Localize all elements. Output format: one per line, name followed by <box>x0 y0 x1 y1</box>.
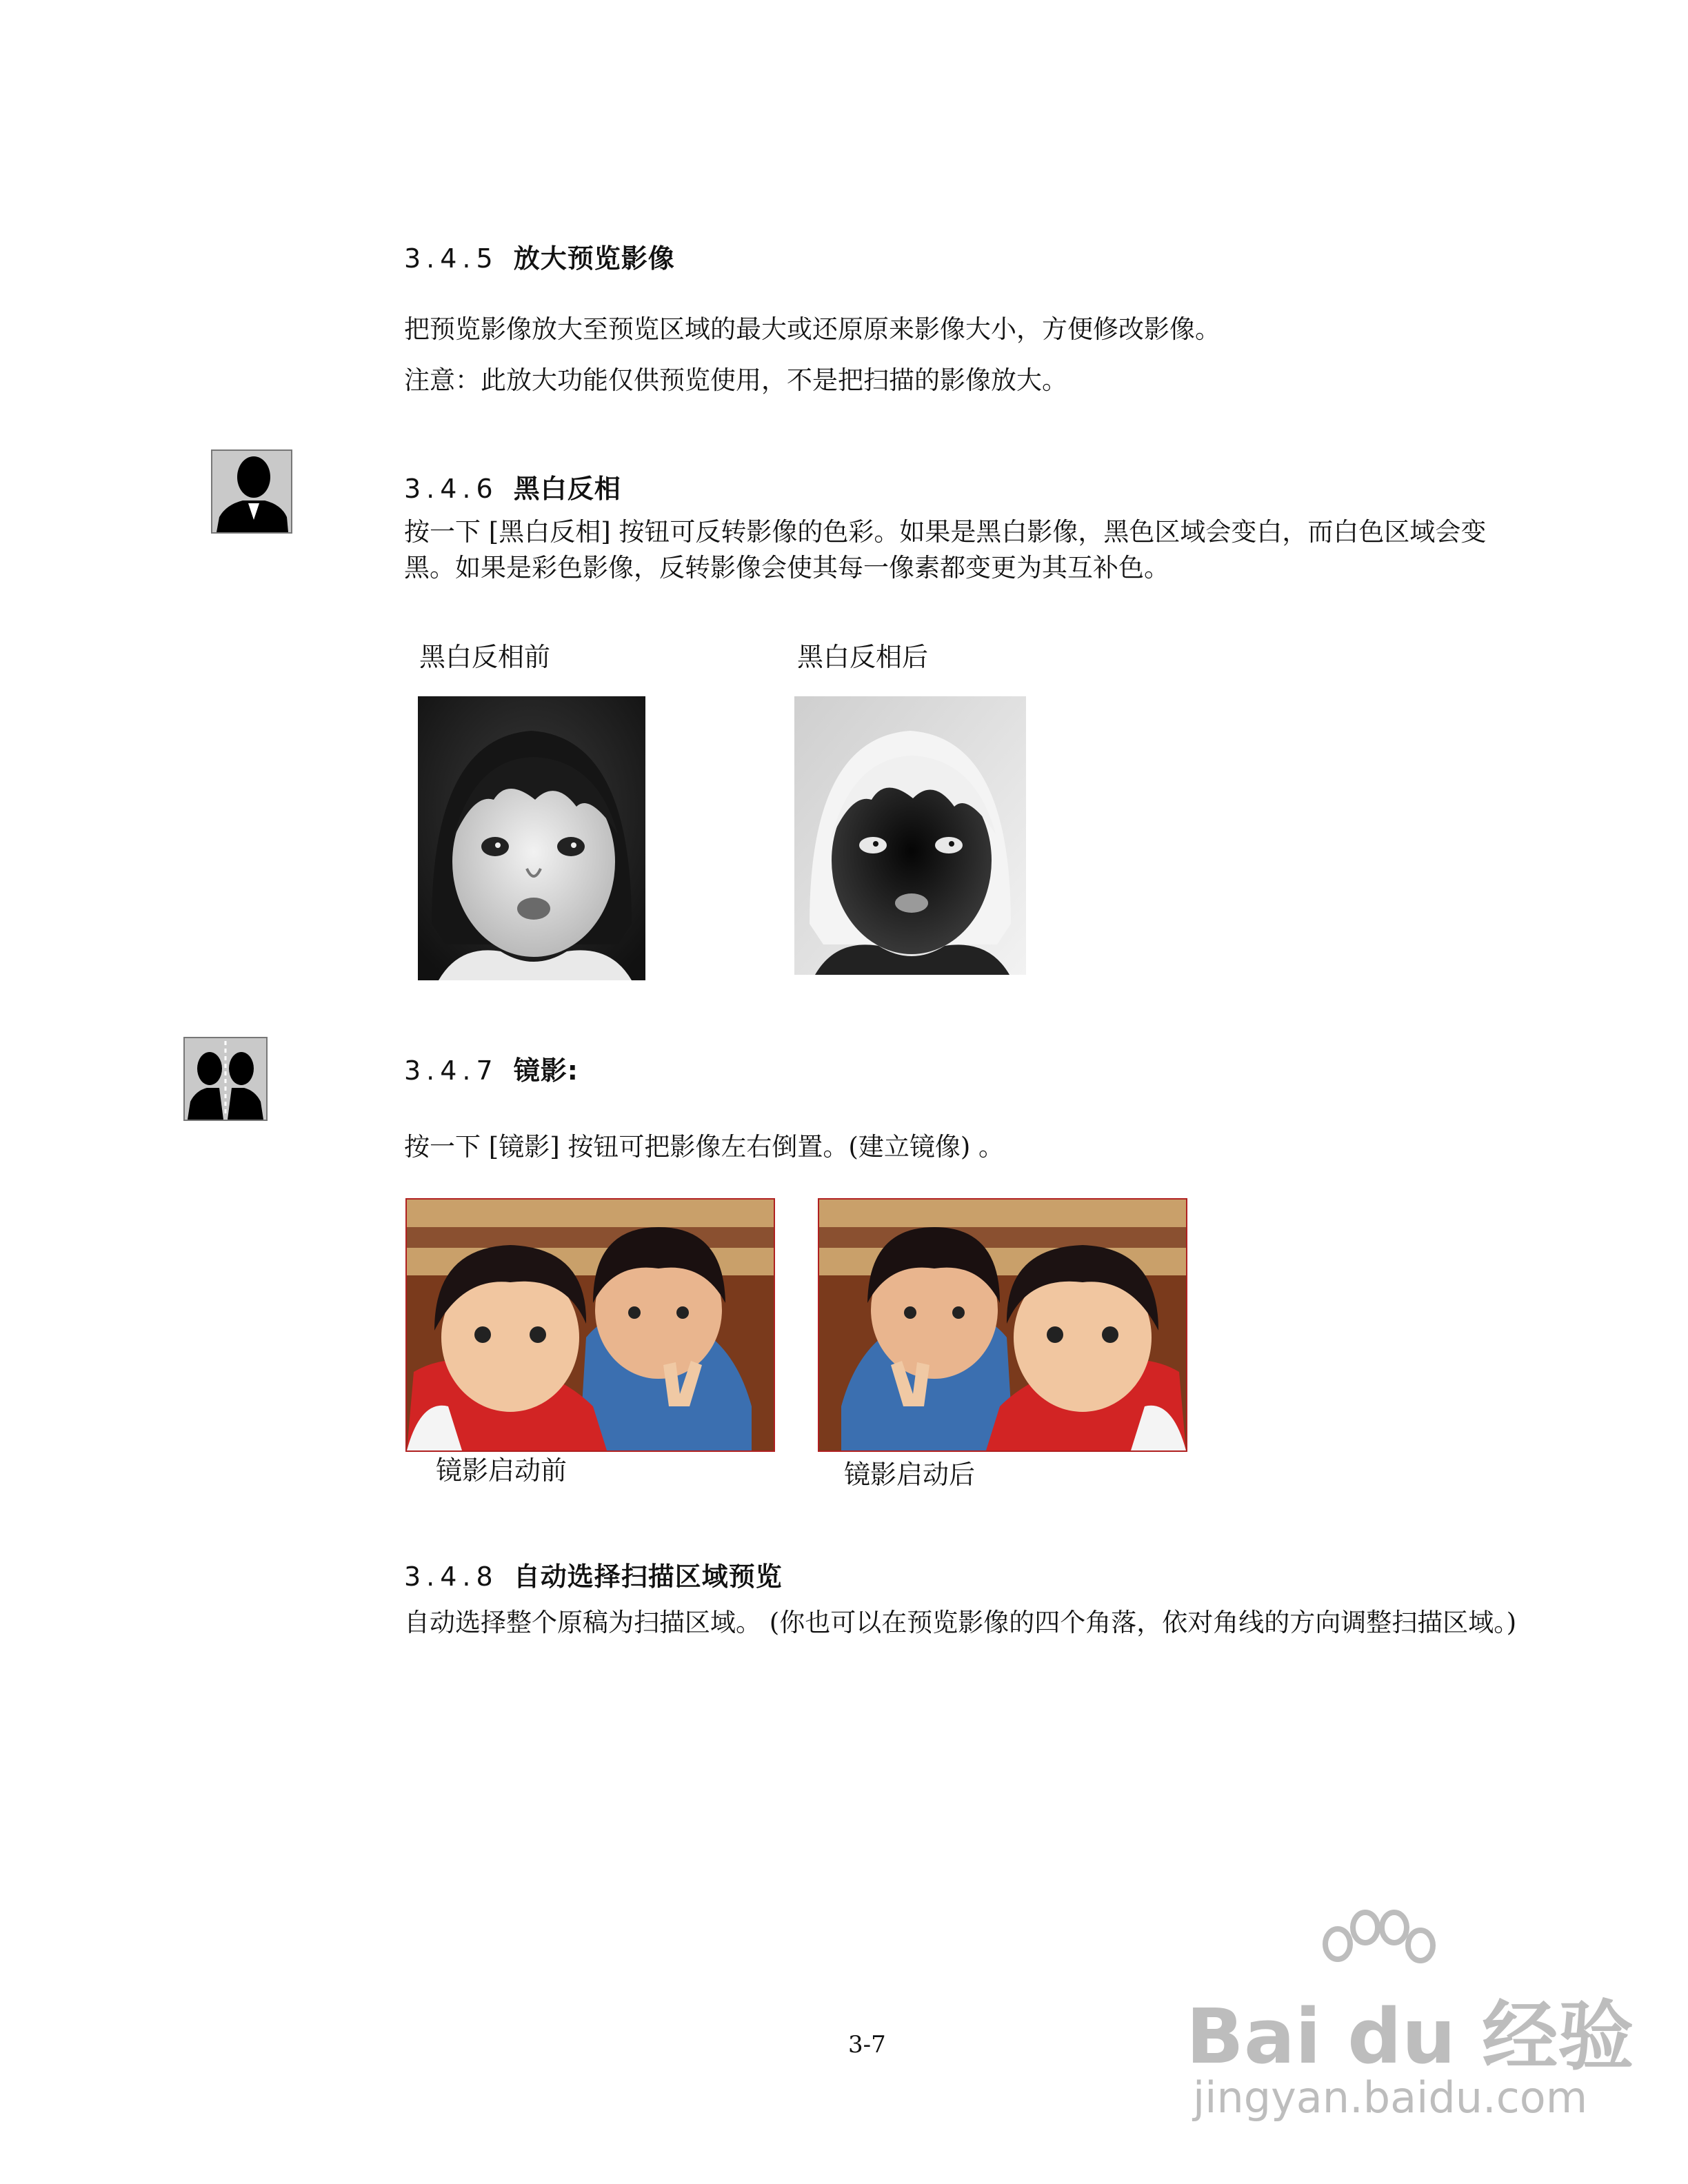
watermark-brand: Bai du 经验 <box>1186 1992 1634 2081</box>
photo-invert-after <box>794 696 1026 975</box>
paragraph-auto-select-description: 自动选择整个原稿为扫描区域。 (你也可以在预览影像的四个角落，依对角线的方向调整扫描区域。) <box>404 1608 1517 1637</box>
photo-mirror-before <box>405 1198 775 1452</box>
mirror-portrait-icon <box>185 1038 266 1120</box>
section-heading-3-4-5 <box>404 237 675 275</box>
paragraph-invert-description: 按一下 [黑白反相] 按钮可反转影像的色彩。如果是黑白影像，黑色区域会变白，而白色区域会变黑。如果是彩色影像，反转影像会使其每一像素都变更为其互补色。 <box>404 517 1487 583</box>
section-heading-3-4-6 <box>404 467 621 505</box>
caption-mirror-before: 镜影启动前 <box>436 1455 567 1486</box>
section-heading-3-4-7 <box>404 1049 579 1087</box>
section-number: 3.4.5 <box>404 243 499 274</box>
section-title: 镜影: <box>513 1055 579 1086</box>
caption-invert-before: 黑白反相前 <box>419 642 551 672</box>
negative-portrait-icon <box>212 451 291 532</box>
page-number: 3-7 <box>848 2031 886 2059</box>
section-number: 3.4.7 <box>404 1055 499 1086</box>
caption-mirror-after: 镜影启动后 <box>844 1459 976 1490</box>
section-number: 3.4.6 <box>404 474 499 504</box>
mirror-toolbar-button[interactable] <box>183 1037 268 1121</box>
photo-invert-before <box>418 696 645 980</box>
watermark <box>1186 1910 1634 2137</box>
section-number: 3.4.8 <box>404 1561 499 1592</box>
invert-toolbar-button[interactable] <box>211 449 292 534</box>
paragraph-mirror-description: 按一下 [镜影] 按钮可把影像左右倒置。(建立镜像) 。 <box>404 1132 1005 1162</box>
paragraph-zoom-note: 注意：此放大功能仅供预览使用，不是把扫描的影像放大。 <box>404 365 1067 395</box>
section-title: 黑白反相 <box>513 474 621 504</box>
paragraph-zoom-description: 把预览影像放大至预览区域的最大或还原原来影像大小，方便修改影像。 <box>404 314 1220 344</box>
photo-mirror-after <box>818 1198 1187 1452</box>
section-title: 自动选择扫描区域预览 <box>513 1561 783 1592</box>
section-heading-3-4-8 <box>404 1555 783 1593</box>
watermark-url: jingyan.baidu.com <box>1193 2072 1588 2123</box>
section-title: 放大预览影像 <box>513 243 675 274</box>
caption-invert-after: 黑白反相后 <box>797 642 929 672</box>
